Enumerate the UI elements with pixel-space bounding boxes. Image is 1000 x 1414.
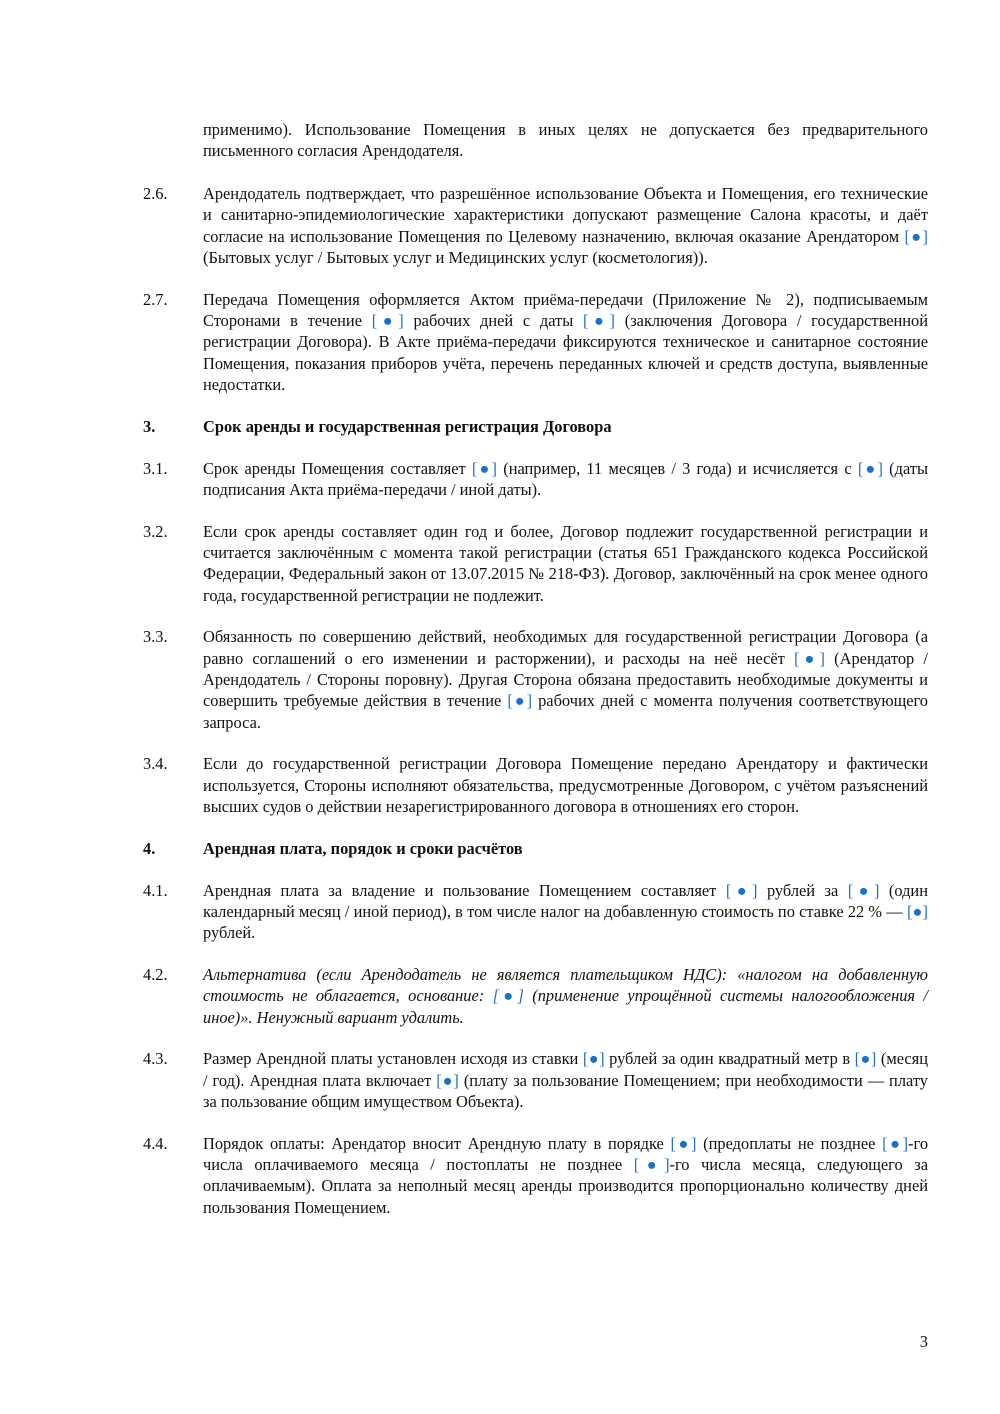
placeholder-marker: [●]	[725, 880, 758, 900]
text-segment: Альтернатива (если Арендодатель не является плательщиком НДС): «налогом на добавленную стоимость не облагается, основание:	[203, 964, 928, 1006]
text-segment: рублей.	[203, 923, 256, 943]
text-segment: (применение упрощённой системы налогообложения / иное)». Ненужный вариант удалить.	[203, 986, 928, 1027]
clause-number: 4.2.	[143, 964, 168, 984]
text-segment: Если срок аренды составляет один год и более, Договор подлежит государственной регистрации и считается заключённым с момента такой регистрации (статья 651 Гражданского кодекса Российской Федерации, Федеральный закон от 13.07.2015 № 218-ФЗ). Договор, заключённый на срок менее одного года, государственной регистрации не подлежит.	[203, 521, 928, 605]
text-segment: Размер Арендной платы установлен исходя из ставки	[203, 1049, 583, 1069]
clause	[0, 753, 928, 817]
clause	[0, 1048, 928, 1112]
placeholder-marker: [●]	[582, 311, 616, 331]
clause-number: 4.4.	[143, 1133, 168, 1153]
placeholder-marker: [●]	[492, 986, 524, 1006]
clause	[0, 521, 928, 606]
text-segment: Передача Помещения оформляется Актом приёма-передачи (Приложение № 2), подписываемым Сторонами в течение	[203, 289, 928, 331]
placeholder-marker: [●]	[633, 1154, 670, 1174]
document-body	[0, 119, 1000, 1238]
clause	[0, 880, 928, 944]
section-title	[203, 417, 612, 436]
text-segment: (заключения Договора / государственной регистрации Договора). В Акте приёма-передачи фиксируются техническое и санитарное состояние Помещения, показания приборов учёта, перечень переданных ключей и средств доступа, выявленные недостатки.	[203, 311, 929, 394]
page-number: 3	[919, 1332, 928, 1351]
clause-number: 2.7.	[143, 289, 168, 309]
clause	[0, 458, 928, 501]
text-segment: Срок аренды Помещения составляет	[203, 458, 472, 478]
placeholder-marker: [●]	[794, 648, 825, 668]
placeholder-marker: [●]	[507, 691, 533, 711]
placeholder-marker: [●]	[904, 226, 928, 246]
clause	[0, 626, 928, 732]
text-segment: рабочих дней с даты	[403, 311, 583, 331]
clause-text	[203, 754, 928, 816]
clause	[0, 964, 928, 1028]
text-segment: рублей за	[757, 880, 848, 900]
clause-text	[203, 459, 928, 499]
text-segment: Арендная плата, порядок и сроки расчётов	[203, 838, 523, 858]
placeholder-marker: [●]	[471, 458, 497, 478]
text-segment: -го числа оплачиваемого месяца / постоплаты не позднее	[203, 1133, 929, 1174]
text-segment: (месяц / год). Арендная плата включает	[203, 1049, 928, 1090]
text-segment: применимо). Использование Помещения в иных целях не допускается без предварительного письменного согласия Арендодателя.	[203, 120, 928, 161]
placeholder-marker: [●]	[854, 1049, 877, 1069]
clause-number: 3.4.	[143, 754, 168, 774]
clause-number: 3.2.	[143, 521, 168, 541]
clause-text	[203, 184, 928, 267]
section-title	[203, 839, 523, 858]
text-segment: Арендодатель подтверждает, что разрешённое использование Объекта и Помещения, его технические и санитарно-эпидемиологические характеристики допускают размещение Салона красоты, и даёт согласие на использование Помещения по Целевому назначению, включая оказание Арендатором	[203, 184, 928, 246]
text-segment: (например, 11 месяцев / 3 года) и исчисляется с	[497, 458, 858, 478]
text-segment: Порядок оплаты: Арендатор вносит Арендную плату в порядке	[203, 1133, 671, 1153]
text-segment: Если до государственной регистрации Договора Помещение передано Арендатору и фактически используется, Стороны исполняют обязательства, предусмотренные Договором, с учётом разъяснений высших судов о действии незарегистрированного договора в отношениях его сторон.	[203, 754, 928, 816]
placeholder-marker: [●]	[371, 311, 404, 331]
text-segment: Срок аренды и государственная регистрация Договора	[203, 416, 612, 436]
text-segment: рабочих дней с момента получения соответствующего запроса.	[203, 691, 928, 732]
clause-number: 3.1.	[143, 458, 168, 478]
clause-text	[203, 1049, 928, 1111]
clause-number: 4.3.	[143, 1049, 168, 1069]
clause-text	[203, 290, 928, 394]
placeholder-marker: [●]	[582, 1049, 605, 1069]
placeholder-marker: [●]	[670, 1133, 697, 1153]
placeholder-marker: [●]	[882, 1133, 909, 1153]
section-heading	[0, 416, 928, 437]
text-segment: (Арендатор / Арендодатель / Стороны поровну). Другая Сторона обязана предоставить необходимые документы и совершить требуемые действия в течение	[203, 648, 928, 711]
clause-text	[203, 627, 928, 731]
text-segment: (Бытовых услуг / Бытовых услуг и Медицинских услуг (косметология)).	[203, 247, 708, 267]
clause-number: 4.1.	[143, 880, 168, 900]
text-segment: (один календарный месяц / иной период), в том числе налог на добавленную стоимость по ставке 22 % —	[203, 880, 928, 921]
placeholder-marker: [●]	[857, 458, 883, 478]
text-segment: (плату за пользование Помещением; при необходимости — плату за пользование общим имуществом Объекта).	[203, 1070, 928, 1111]
clause-text	[203, 522, 928, 605]
clause	[0, 1133, 928, 1218]
placeholder-marker: [●]	[847, 880, 880, 900]
clause	[0, 119, 928, 162]
text-segment: Арендная плата за владение и пользование Помещением составляет	[203, 880, 726, 900]
clause-number: 2.6.	[143, 184, 168, 204]
clause-number: 3.	[143, 416, 156, 436]
clause-text	[203, 1134, 928, 1217]
text-segment: (даты подписания Акта приёма-передачи / иной даты).	[203, 458, 928, 499]
clause-text	[203, 120, 928, 160]
placeholder-marker: [●]	[436, 1070, 459, 1090]
clause-number: 4.	[143, 838, 156, 858]
clause-text	[203, 965, 928, 1027]
clause-text	[203, 881, 928, 943]
text-segment: рублей за один квадратный метр в	[604, 1049, 855, 1069]
clause	[0, 289, 928, 395]
clause	[0, 183, 928, 268]
text-segment: -го числа месяца, следующего за оплачиваемым). Оплата за неполный месяц аренды производится пропорционально количеству дней пользования Помещением.	[203, 1154, 928, 1217]
text-segment: (предоплаты не позднее	[696, 1133, 883, 1153]
section-heading	[0, 838, 928, 859]
text-segment: Обязанность по совершению действий, необходимых для государственной регистрации Договора (а равно соглашений о его изменении и расторжении), и расходы на неё несёт	[203, 627, 928, 668]
placeholder-marker: [●]	[906, 901, 929, 921]
clause-number: 3.3.	[143, 627, 168, 647]
